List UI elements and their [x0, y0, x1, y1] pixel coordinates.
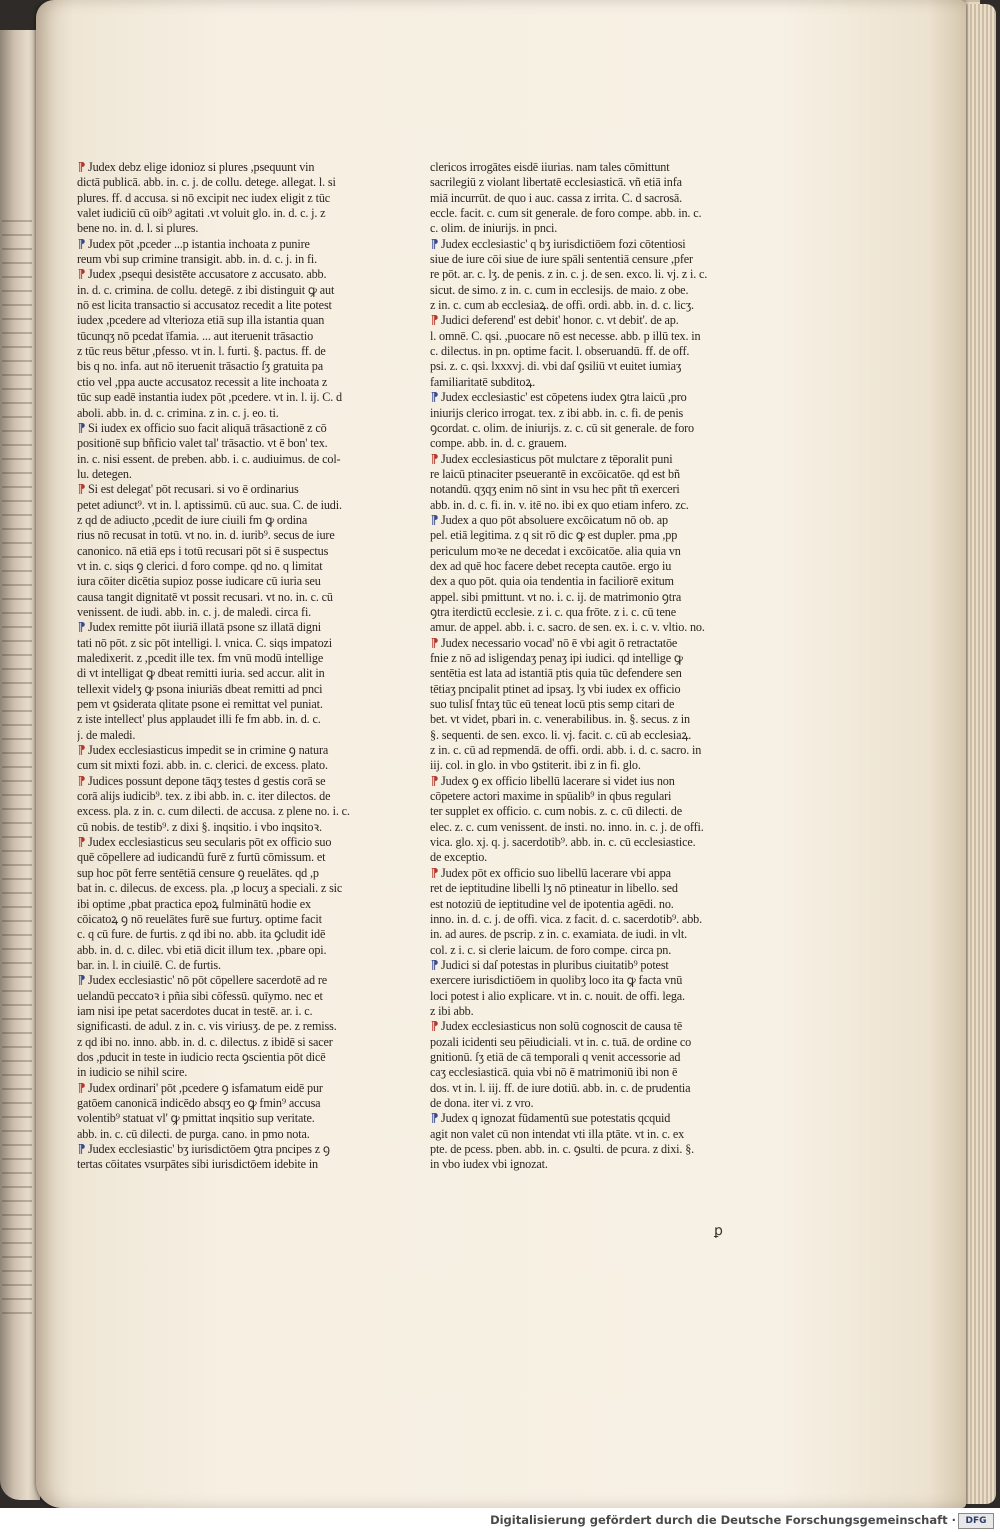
text-line-content: pel. etiā legitima. z q sit rō dic ꝙ est dupler. pma ,pp — [430, 528, 678, 543]
text-line — [77, 881, 375, 896]
text-line-content: Judici deferend' est debit' honor. c. vt debit'. de ap. — [441, 313, 679, 328]
text-line — [77, 866, 375, 881]
text-line-content: reum vbi sup crimine transigit. abb. in. d. c. j. in fi. — [77, 252, 318, 267]
text-line-content: bet. vt videt, pbari in. c. venerabilibus. in. §. secus. z in — [430, 712, 690, 727]
text-line-content: z in. c. cum ab ecclesiaꝝ. de offi. ordi. abb. in. d. c. licʒ. — [430, 298, 694, 313]
text-line-content: Judex ecclesiastic' bʒ iurisdictōem ꝯtra pncipes z ꝯ — [88, 1142, 330, 1156]
text-line — [430, 283, 730, 298]
paragraph-mark-icon: ⁋ — [430, 236, 439, 251]
text-line-content: iam nisi ipe petat sacerdotes ducat in testē. ar. i. c. — [77, 1003, 313, 1018]
text-line-content: Judex ordinari' pōt ,pcedere ꝯ isfamatum eidē pur — [88, 1080, 323, 1095]
text-line — [430, 973, 730, 988]
text-line-content: ibi optime ,pbat practica epoꝝ fulminātū hodie ex — [77, 896, 311, 911]
text-line-content: cum sit mixti fozi. abb. in. c. clerici. de excess. plato. — [77, 758, 328, 773]
text-line — [430, 590, 730, 605]
text-line — [430, 958, 730, 973]
text-line-content: miā incurrūt. de quo i auc. cassa z irrita. C. d sacrosā. — [430, 190, 683, 205]
text-line-content: gnitionū. ſʒ etiā de cā temporali q venit accessorie ad — [430, 1049, 681, 1064]
paragraph-mark-icon: ⁋ — [77, 236, 86, 251]
text-line-content: significasti. de adul. z in. c. vis viriusʒ. de pe. z remiss. — [77, 1019, 337, 1034]
text-line-content: tertas cōitates vsurpātes sibi iurisdictōem idebite in — [77, 1157, 319, 1172]
text-line-content: z tūc reus bētur ,pfesso. vt in. l. furti. §. pactus. ff. de — [77, 344, 326, 359]
text-line-content: sup hoc pōt ferre sentētiā censure ꝯ reuelātes. qd ,p — [77, 865, 319, 880]
text-line-content: z ibi abb. — [430, 1003, 474, 1018]
text-line — [77, 206, 375, 221]
text-line-content: agit non valet cū non intendat vti illa ptāte. vt in. c. ex — [430, 1126, 685, 1141]
right-text-column — [430, 160, 730, 1173]
text-line-content: ctio vel ,ppa aucte accusatoz recessit a lite inchoata z — [77, 374, 328, 389]
text-line-content: Si est delegat' pōt recusari. si vo ē ordinarius — [88, 482, 299, 497]
text-line-content: z iste intellect' plus applaudet illi fe fm abb. in. d. c. — [77, 712, 321, 727]
text-line — [77, 789, 375, 804]
text-line-content: ꝯcordat. c. olim. de iniurijs. z. c. cū sit generale. de foro — [430, 420, 695, 435]
text-line — [77, 452, 375, 467]
text-line-content: maledixerit. z ,pcedit ille tex. fm vnū modū intellige — [77, 651, 324, 665]
text-line — [430, 897, 730, 912]
text-line-content: periculum moꝛe ne decedat i excōicatōe. alia quia vn — [430, 543, 681, 558]
text-line — [77, 820, 375, 835]
text-line — [77, 436, 375, 451]
text-line-content: uelandū peccatoꝛ i pñia sibi cōfessū. quīymo. nec et — [77, 988, 323, 1003]
text-line-content: Judex ꝯ ex officio libellū lacerare si videt ius non — [441, 773, 675, 788]
text-line — [77, 850, 375, 865]
text-line — [77, 666, 375, 681]
text-line — [77, 743, 375, 758]
text-line-content: causa tangit dignitatē vt possit recusari. vt no. in. c. cū — [77, 589, 333, 604]
text-line-content: nō est licita transactio si accusatoz recedit a lite potest — [77, 298, 332, 313]
text-line — [77, 1142, 375, 1157]
text-line — [77, 927, 375, 942]
text-line-content: col. z i. c. si clerie laicum. de foro compe. circa pn. — [430, 942, 672, 957]
left-text-column — [77, 160, 375, 1173]
text-line — [430, 943, 730, 958]
text-line — [430, 835, 730, 850]
text-line — [77, 973, 375, 988]
dfg-logo-icon: DFG — [958, 1513, 994, 1529]
text-line — [77, 989, 375, 1004]
text-line — [430, 1081, 730, 1096]
text-line — [77, 1081, 375, 1096]
signature-mark: ꝑ — [714, 1224, 723, 1239]
text-line — [77, 697, 375, 712]
text-line-content: abb. in. d. c. dilec. vbi etiā dicit illum tex. ,pbare opi. — [77, 942, 327, 957]
text-line-content: vica. glo. xj. q. j. sacerdotib⁹. abb. in. c. cū ecclesiastice. — [430, 835, 696, 850]
text-line-content: Judex ecclesiasticus seu secularis pōt ex officio suo — [88, 835, 332, 850]
text-line-content: tati nō pōt. z sic pōt intelligi. l. vnica. C. siqs impatozi — [77, 635, 333, 650]
text-line — [430, 1035, 730, 1050]
text-line — [77, 267, 375, 282]
text-line — [430, 1111, 730, 1126]
text-line — [430, 682, 730, 697]
text-line — [430, 498, 730, 513]
text-line — [430, 989, 730, 1004]
text-line-content: sentētia est lata ad istantiā ptis quia tūc defendere sen — [430, 666, 682, 681]
text-line — [430, 574, 730, 589]
text-line-content: Judici si daſ potestas in pluribus ciuitatib⁹ potest — [441, 957, 669, 972]
text-line-content: quē cōpellere ad iudicandū furē z furtū cōmissum. et — [77, 850, 326, 865]
text-line — [430, 1127, 730, 1142]
text-line — [77, 544, 375, 559]
text-line — [430, 605, 730, 620]
text-line-content: dex ad quē hoc facere debet recepta cautōe. ergo iu — [430, 558, 672, 573]
text-line — [430, 1050, 730, 1065]
text-line-content: est notoziū de ieptitudine vel de ipotentia agēdi. no. — [430, 896, 674, 911]
text-line — [77, 406, 375, 421]
paragraph-mark-icon: ⁋ — [77, 1142, 86, 1156]
text-line-content: z qd de adiucto ,pcedit de iure ciuili fm ꝙ ordina — [77, 512, 308, 527]
text-line — [430, 1157, 730, 1172]
text-line — [430, 313, 730, 328]
text-line-content: dex a quo pōt. quia oia tendentia in faciliorē exitum — [430, 574, 674, 589]
text-line — [77, 313, 375, 328]
paragraph-mark-icon: ⁋ — [77, 420, 86, 435]
text-line-content: Judex pōt ,pceder ...p istantia inchoata z punire — [88, 236, 310, 251]
text-line-content: Judex q ignozat fūdamentū sue potestatis qcquid — [441, 1111, 671, 1126]
text-line — [430, 1019, 730, 1034]
text-line — [430, 513, 730, 528]
text-line-content: in. ad aures. de pscrip. z in. c. examiata. de iudi. in vlt. — [430, 927, 688, 942]
paragraph-mark-icon: ⁋ — [430, 451, 439, 466]
text-line — [430, 452, 730, 467]
text-line-content: z qd ibi no. inno. abb. in. d. c. dilectus. z ibidē si sacer — [77, 1034, 333, 1049]
text-line — [430, 636, 730, 651]
text-line — [77, 574, 375, 589]
text-line-content: abb. in. c. cū dilecti. de purga. cano. in pmo nota. — [77, 1126, 310, 1141]
text-line — [430, 359, 730, 374]
text-line — [77, 728, 375, 743]
text-line — [77, 191, 375, 206]
text-line-content: aboli. abb. in. d. c. crimina. z in. c. j. eo. ti. — [77, 405, 279, 420]
text-line — [77, 1157, 375, 1172]
text-line-content: compe. abb. in. d. c. grauem. — [430, 436, 567, 451]
text-line — [430, 866, 730, 881]
text-line — [430, 881, 730, 896]
text-line-content: psi. z. c. qsi. lxxxvj. di. vbi daſ ꝯsiliū vt euitet iumiaʒ — [430, 359, 682, 374]
text-line — [77, 1065, 375, 1080]
text-line — [77, 1035, 375, 1050]
text-line-content: Judex ecclesiasticus non solū cognoscit de causa tē — [441, 1019, 683, 1034]
text-line — [430, 160, 730, 175]
text-line — [77, 252, 375, 267]
text-line-content: tūcunqʒ nō pcedat īfamia. ... aut iteruenit trāsactio — [77, 328, 314, 343]
paragraph-mark-icon: ⁋ — [430, 313, 439, 328]
text-line — [430, 1142, 730, 1157]
text-line-content: Judex ecclesiasticus pōt mulctare z tēporalit puni — [441, 451, 673, 466]
text-line — [77, 421, 375, 436]
text-line — [77, 651, 375, 666]
text-line-content: volentib⁹ statuat vl' ꝙ pmittat inqsitio sup veritate. — [77, 1111, 315, 1126]
text-line — [430, 467, 730, 482]
text-line-content: loci potest i alio explicare. vt in. c. nouit. de offi. lega. — [430, 988, 685, 1003]
text-line — [430, 758, 730, 773]
text-line — [77, 390, 375, 405]
text-line-content: c. olim. de iniurijs. in pnci. — [430, 221, 558, 236]
text-line-content: Judex ecclesiastic' est cōpetens iudex ꝯtra laicū ,pro — [441, 390, 687, 405]
text-line — [430, 528, 730, 543]
text-line-content: cū nobis. de testib⁹. z dixi §. inqsitio. i vbo inqsitoꝛ. — [77, 819, 322, 834]
paragraph-mark-icon: ⁋ — [77, 835, 86, 850]
text-line-content: c. q cū fure. de furtis. z qd ibi no. abb. ita ꝯcludit idē — [77, 927, 326, 942]
text-line-content: iudex ,pcedere ad vlterioza etiā sup illa istantia quan — [77, 313, 325, 328]
text-line-content: sacrilegiū z violant libertatē ecclesiasticā. vñ etiā infa — [430, 175, 682, 190]
text-line-content: plures. ff. d accusa. si nō excipit nec iudex eligit z tūc — [77, 190, 331, 205]
text-line-content: tellexit videlʒ ꝙ psona iniuriās dbeat remitti ad pnci — [77, 681, 323, 696]
text-line-content: petet adiunct⁹. vt in. l. aptissimū. cū auc. sua. C. de iudi. — [77, 497, 342, 512]
text-line — [77, 712, 375, 727]
text-line-content: bar. in. l. in ciuilē. C. de furtis. — [77, 957, 221, 972]
text-line — [430, 329, 730, 344]
text-line — [430, 390, 730, 405]
text-line — [430, 267, 730, 282]
text-line — [77, 329, 375, 344]
text-line — [430, 175, 730, 190]
text-line-content: in iudicio se nihil scire. — [77, 1065, 188, 1080]
text-line — [430, 344, 730, 359]
text-line-content: tūc sup eadē instantia iudex pōt ,pcedere. vt in. l. ij. C. d — [77, 390, 343, 405]
text-line-content: clericos irrogātes eisdē iiurias. nam tales cōmittunt — [430, 160, 670, 174]
page-stack-right — [962, 4, 996, 1504]
text-line-content: in. c. nisi essent. de preben. abb. i. c. audiuimus. de col- — [77, 451, 341, 466]
text-line-content: dos. vt in. l. iij. ff. de iure dotiū. abb. in. c. de prudentia — [430, 1080, 691, 1095]
text-line-content: re laicū ptinaciter pseuerantē in excōicatōe. qd est bñ — [430, 466, 680, 481]
text-line — [77, 636, 375, 651]
text-line — [77, 237, 375, 252]
text-line-content: Judex ,psequi desistēte accusatore z accusato. abb. — [88, 267, 327, 282]
text-line-content: Judex ecclesiastic' q bʒ iurisdictiōem fozi cōtentiosi — [441, 236, 686, 251]
text-line — [430, 789, 730, 804]
text-line — [430, 728, 730, 743]
text-line — [77, 1019, 375, 1034]
paragraph-mark-icon: ⁋ — [77, 1080, 86, 1095]
text-line — [430, 1004, 730, 1019]
text-line-content: Judex debz elige idonioz si plures ,psequunt vin — [88, 160, 315, 174]
paragraph-mark-icon: ⁋ — [77, 160, 86, 174]
text-line-content: notandū. qʒqʒ enim nō sint in vsu hec pñt tñ exerceri — [430, 482, 680, 497]
text-line-content: bis q no. infa. aut nō iteruenit trāsactio ſʒ gratuita pa — [77, 359, 323, 374]
text-line-content: fnie z nō ad isligendaʒ penaʒ ipi iudici. qd intellige ꝙ — [430, 651, 683, 665]
text-line — [430, 927, 730, 942]
text-line-content: iij. col. in glo. in vbo ꝯstiterit. ibi z in fi. glo. — [430, 758, 641, 773]
text-line — [430, 850, 730, 865]
text-line — [77, 375, 375, 390]
text-line — [77, 283, 375, 298]
text-line — [77, 897, 375, 912]
text-line-content: canonico. nā etiā eps i totū recusari pōt si ē suspectus — [77, 543, 329, 558]
text-line-content: suo tulisſ fntaʒ tūc eū teneat locū ptis semp citari de — [430, 697, 675, 712]
text-line-content: sicut. de simo. z in. c. cum in ecclesijs. de maio. z obe. — [430, 282, 689, 297]
text-line-content: ret de ieptitudine libelli lʒ nō ptineatur in libello. sed — [430, 881, 678, 896]
paragraph-mark-icon: ⁋ — [430, 390, 439, 405]
text-line-content: venissent. de iudi. abb. in. c. j. de maledi. circa fi. — [77, 604, 312, 619]
text-line-content: familiaritatē subditoꝝ. — [430, 374, 536, 389]
text-line — [77, 682, 375, 697]
paragraph-mark-icon: ⁋ — [430, 865, 439, 880]
text-line — [77, 359, 375, 374]
text-line — [77, 221, 375, 236]
text-line — [430, 191, 730, 206]
text-line — [430, 298, 730, 313]
paragraph-mark-icon: ⁋ — [430, 512, 439, 527]
paragraph-mark-icon: ⁋ — [77, 482, 86, 497]
text-line-content: di vt intelligat ꝙ dbeat remitti iuria. sed accur. alit in — [77, 666, 325, 681]
text-line-content: c. dilectus. in pn. optime facit. l. obseruandū. ff. de off. — [430, 344, 690, 359]
text-line — [430, 436, 730, 451]
text-line-content: vt in. c. siqs ꝯ clerici. d foro compe. qd no. q limitat — [77, 558, 323, 573]
paragraph-mark-icon: ⁋ — [430, 635, 439, 650]
paragraph-mark-icon: ⁋ — [77, 973, 86, 988]
text-line — [430, 1096, 730, 1111]
text-line-content: tētiaʒ pncipalit ptinet ad ipsaʒ. lʒ vbi iudex ex officio — [430, 681, 681, 696]
text-line-content: Judices possunt depone tāqʒ testes d gestis corā se — [88, 773, 326, 788]
text-line — [77, 912, 375, 927]
paragraph-mark-icon: ⁋ — [430, 957, 439, 972]
text-line — [430, 651, 730, 666]
text-line — [77, 467, 375, 482]
text-line-content: eccle. facit. c. cum sit generale. de foro compe. abb. in. c. — [430, 206, 702, 221]
text-line-content: appel. sibi pmittunt. vt no. i. c. ij. de matrimonio ꝯtra — [430, 589, 682, 604]
text-line-content: iura cōiter dicētia supioz posse iudicare cū iuria seu — [77, 574, 321, 589]
text-line-content: Judex pōt ex officio suo libellū lacerare vbi appa — [441, 865, 671, 880]
text-line-content: §. sequenti. de sen. exco. li. vj. facit. c. cū ab ecclesiaꝝ. — [430, 727, 692, 742]
text-line — [77, 590, 375, 605]
text-line-content: Judex a quo pōt absoluere excōicatum nō ob. ap — [441, 512, 668, 527]
text-line-content: Judex necessario vocad' nō ē vbi agit ō retractatōe — [441, 635, 678, 650]
text-line-content: pte. de pcess. pben. abb. in. c. ꝯsulti. de pcura. z dixi. §. — [430, 1142, 695, 1156]
text-line — [77, 482, 375, 497]
text-line — [430, 221, 730, 236]
text-line-content: bat in. c. dilecus. de excess. pla. ,p locuʒ a speciali. z sic — [77, 881, 343, 896]
text-line-content: Judex ecclesiastic' nō pōt cōpellere sacerdotē ad re — [88, 973, 328, 988]
text-line — [77, 513, 375, 528]
text-line — [77, 1004, 375, 1019]
text-line — [77, 943, 375, 958]
text-line — [430, 666, 730, 681]
text-line — [430, 912, 730, 927]
text-line — [430, 406, 730, 421]
text-line-content: l. omnē. C. qsi. ,puocare nō est necesse. abb. p illū tex. in — [430, 328, 701, 343]
text-line-content: j. de maledi. — [77, 727, 136, 742]
text-line-content: lu. detegen. — [77, 466, 132, 481]
paragraph-mark-icon: ⁋ — [430, 1111, 439, 1126]
text-line-content: de exceptio. — [430, 850, 488, 865]
text-line — [430, 620, 730, 635]
footer-bar — [0, 1508, 1000, 1532]
text-line-content: rius nō recusat in totū. vt no. in. d. iurib⁹. secus de iure — [77, 528, 335, 543]
text-line-content: ter supplet ex officio. c. cum nobis. z. c. cū dilecti. de — [430, 804, 683, 819]
text-line-content: re pōt. ar. c. lʒ. de penis. z in. c. j. de sen. exco. li. vj. z i. c. — [430, 267, 708, 282]
text-line — [77, 498, 375, 513]
text-line-content: elec. z. c. cum venissent. de insti. no. inno. in. c. j. de offi. — [430, 819, 704, 834]
text-line — [430, 712, 730, 727]
text-line — [430, 820, 730, 835]
text-line — [430, 252, 730, 267]
text-line-content: bene no. in. d. l. si plures. — [77, 221, 199, 236]
text-line-content: Si iudex ex officio suo facit aliquā trāsactionē z cō — [88, 420, 327, 435]
text-line — [77, 344, 375, 359]
text-line — [430, 1065, 730, 1080]
text-line — [77, 298, 375, 313]
text-line-content: excess. pla. z in. c. cum dilecti. de accusa. z plene no. i. c. — [77, 804, 350, 819]
text-line — [77, 528, 375, 543]
text-line-content: corā alijs iudicib⁹. tex. z ibi abb. in. c. iter dilectos. de — [77, 789, 331, 804]
text-line — [430, 237, 730, 252]
text-line — [77, 1127, 375, 1142]
text-line — [430, 697, 730, 712]
paragraph-mark-icon: ⁋ — [77, 267, 86, 282]
paragraph-mark-icon: ⁋ — [77, 773, 86, 788]
text-line-content: siue de iure cōi siue de iure spāli sententiā censure ,pfer — [430, 252, 693, 267]
left-page-text-fragment — [2, 220, 32, 1320]
text-line-content: caʒ ecclesiasticā. quia vbi nō ē matrimoniū ibi non ē — [430, 1065, 678, 1080]
text-line-content: z in. c. cū ad repmendā. de offi. ordi. abb. i. d. c. sacro. in — [430, 743, 702, 758]
text-line-content: Judex remitte pōt iiuriā illatā psone sz illatā digni — [88, 620, 322, 635]
text-line — [430, 482, 730, 497]
text-line-content: ꝯtra iterdictū ecclesie. z i. c. qua frōte. z i. c. cū tene — [430, 604, 676, 619]
text-line — [430, 743, 730, 758]
paragraph-mark-icon: ⁋ — [430, 1019, 439, 1034]
text-line-content: in. d. c. crimina. de collu. detegē. z ibi distinguit ꝙ aut — [77, 282, 335, 297]
text-line — [77, 1096, 375, 1111]
text-line — [77, 620, 375, 635]
text-line — [77, 1111, 375, 1126]
text-line — [430, 544, 730, 559]
text-line-content: pem vt ꝯsiderata qlitate psone ei remittat vel puniat. — [77, 697, 323, 712]
text-line-content: de dona. iter vi. z vro. — [430, 1095, 534, 1110]
text-line-content: inno. in. d. c. j. de offi. vica. z facit. d. c. sacerdotib⁹. abb. — [430, 911, 702, 926]
text-line — [77, 605, 375, 620]
text-line-content: dictā publicā. abb. in. c. j. de collu. detege. allegat. l. si — [77, 175, 336, 190]
left-page-edge — [0, 30, 40, 1500]
text-line — [77, 774, 375, 789]
text-line — [77, 1050, 375, 1065]
text-line-content: iniurijs clerico irrogat. tex. z ibi abb. in. c. fi. de penis — [430, 405, 684, 420]
text-line-content: exercere iurisdictiōem in quolibʒ loco ita ꝙ facta vnū — [430, 973, 683, 988]
text-line-content: dos ,pducit in teste in iudicio recta ꝯscientia pōt dicē — [77, 1049, 326, 1064]
text-line-content: valet iudiciū cū oib⁹ agitati .vt voluit glo. in. d. c. j. z — [77, 206, 326, 221]
text-line — [430, 804, 730, 819]
text-line — [77, 804, 375, 819]
text-line-content: amur. de appel. abb. i. c. sacro. de sen. ex. i. c. v. vltio. no. — [430, 620, 705, 635]
text-line-content: gatōem canonicā indicēdo absqʒ eo ꝙ fmin⁹ accusa — [77, 1095, 321, 1110]
text-line — [77, 758, 375, 773]
paragraph-mark-icon: ⁋ — [77, 743, 86, 758]
text-line — [77, 175, 375, 190]
text-line — [430, 375, 730, 390]
funding-notice: Digitalisierung gefördert durch die Deutsche Forschungsgemeinschaft · — [490, 1513, 956, 1527]
text-line — [430, 774, 730, 789]
paragraph-mark-icon: ⁋ — [77, 620, 86, 635]
text-line-content: cōpetere actori maxime in spūalib⁹ in qbus regulari — [430, 789, 672, 804]
text-line-content: abb. in. d. c. fi. in. v. itē no. ibi ex quo etiam infero. zc. — [430, 497, 689, 512]
text-line — [430, 559, 730, 574]
paragraph-mark-icon: ⁋ — [430, 773, 439, 788]
text-line-content: Judex ecclesiasticus impedit se in crimine ꝯ natura — [88, 743, 329, 758]
text-line-content: pozali icidenti seu pēiudiciali. vt in. c. tuā. de ordine co — [430, 1034, 692, 1049]
text-line — [430, 421, 730, 436]
text-line — [77, 958, 375, 973]
text-line-content: cōicatoꝝ ꝯ nō reuelātes furē sue furtuʒ. optime facit — [77, 911, 322, 926]
text-line — [77, 559, 375, 574]
text-line-content: positionē sup bñficio valet tal' trāsactio. vt ē bon' tex. — [77, 436, 328, 451]
text-line — [430, 206, 730, 221]
text-line — [77, 835, 375, 850]
text-line-content: in vbo iudex vbi ignozat. — [430, 1157, 548, 1172]
text-line — [77, 160, 375, 175]
